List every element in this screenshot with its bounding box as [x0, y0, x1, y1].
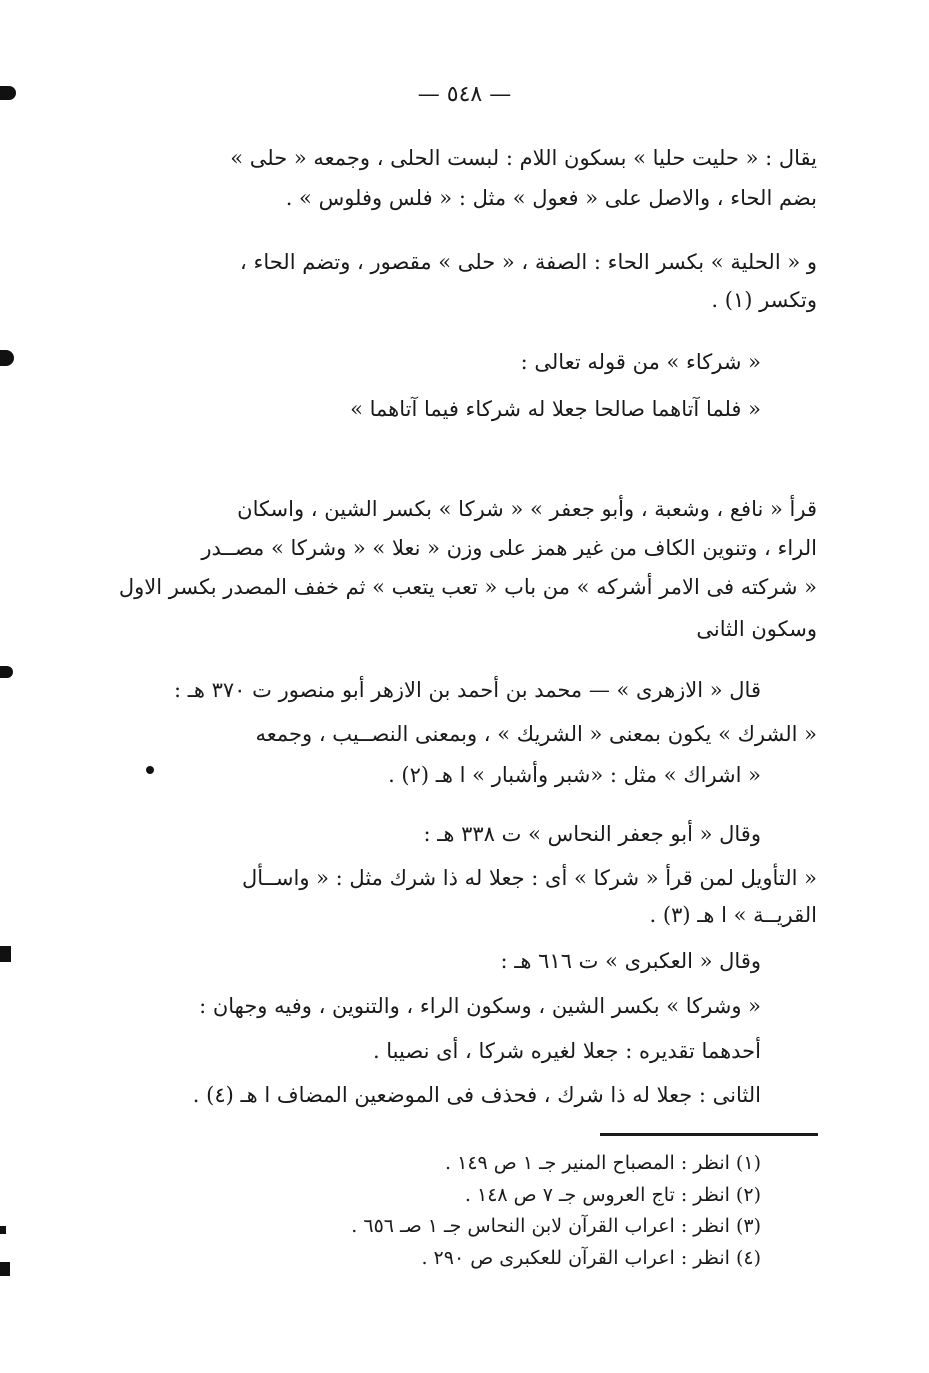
- body-line: وتكسر (١) .: [711, 288, 817, 312]
- body-line: بضم الحاء ، والاصل على « فعول » مثل : « فلس وفلوس » .: [285, 186, 817, 210]
- body-line: قرأ « نافع ، وشعبة ، وأبو جعفر » « شركا » بكسر الشين ، واسكان: [237, 497, 817, 521]
- body-line: « اشراك » مثل : «شبر وأشبار » ا هـ (٢) .: [388, 763, 761, 787]
- body-line: الراء ، وتنوين الكاف من غير همز على وزن « نعلا » « وشركا » مصــدر: [201, 536, 817, 560]
- body-line: وقال « العكبرى » ت ٦١٦ هـ :: [500, 949, 761, 973]
- scan-mark: [0, 350, 14, 366]
- body-line: و « الحلية » بكسر الحاء : الصفة ، « حلى » مقصور ، وتضم الحاء ،: [240, 250, 817, 274]
- quote-intro: « شركاء » من قوله تعالى :: [520, 350, 761, 374]
- body-line: أحدهما تقديره : جعلا لغيره شركا ، أى نصيبا .: [372, 1039, 761, 1063]
- body-line: وسكون الثانى: [696, 617, 817, 641]
- body-line: « الشرك » يكون بمعنى « الشريك » ، وبمعنى النصــيب ، وجمعه: [255, 722, 817, 746]
- body-line: « شركته فى الامر أشركه » من باب « تعب يتعب » ثم خفف المصدر بكسر الاول: [118, 575, 817, 599]
- body-line: القريــة » ا هـ (٣) .: [649, 903, 817, 927]
- scan-mark: [0, 666, 13, 678]
- body-line: « وشركا » بكسر الشين ، وسكون الراء ، والتنوين ، وفيه وجهان :: [199, 994, 761, 1018]
- footnote: (٢) انظر : تاج العروس جـ ٧ ص ١٤٨ .: [464, 1184, 761, 1206]
- body-line: يقال : « حليت حليا » بسكون اللام : لبست الحلى ، وجمعه « حلى »: [230, 146, 817, 170]
- scan-mark: [0, 1262, 10, 1276]
- quran-verse: « فلما آتاهما صالحا جعلا له شركاء فيما آتاهما »: [350, 397, 761, 421]
- footnote: (١) انظر : المصباح المنير جـ ١ ص ١٤٩ .: [445, 1152, 761, 1174]
- footnote: (٤) انظر : اعراب القرآن للعكبرى ص ٢٩٠ .: [421, 1247, 761, 1269]
- scan-mark: [0, 946, 11, 962]
- body-line: قال « الازهرى » — محمد بن أحمد بن الازهر أبو منصور ت ٣٧٠ هـ :: [173, 678, 761, 702]
- footnote-divider: [600, 1133, 818, 1136]
- ink-dot: [146, 766, 154, 774]
- scan-mark: [0, 1226, 6, 1234]
- page-number: — ٥٤٨ —: [417, 82, 512, 107]
- scan-mark: [0, 86, 16, 100]
- footnote: (٣) انظر : اعراب القرآن لابن النحاس جـ ١ صـ ٦٥٦ .: [351, 1215, 761, 1237]
- body-line: « التأويل لمن قرأ « شركا » أى : جعلا له ذا شرك مثل : « واســأل: [241, 866, 817, 890]
- body-line: الثانى : جعلا له ذا شرك ، فحذف فى الموضعين المضاف ا هـ (٤) .: [192, 1083, 761, 1107]
- body-line: وقال « أبو جعفر النحاس » ت ٣٣٨ هـ :: [423, 822, 761, 846]
